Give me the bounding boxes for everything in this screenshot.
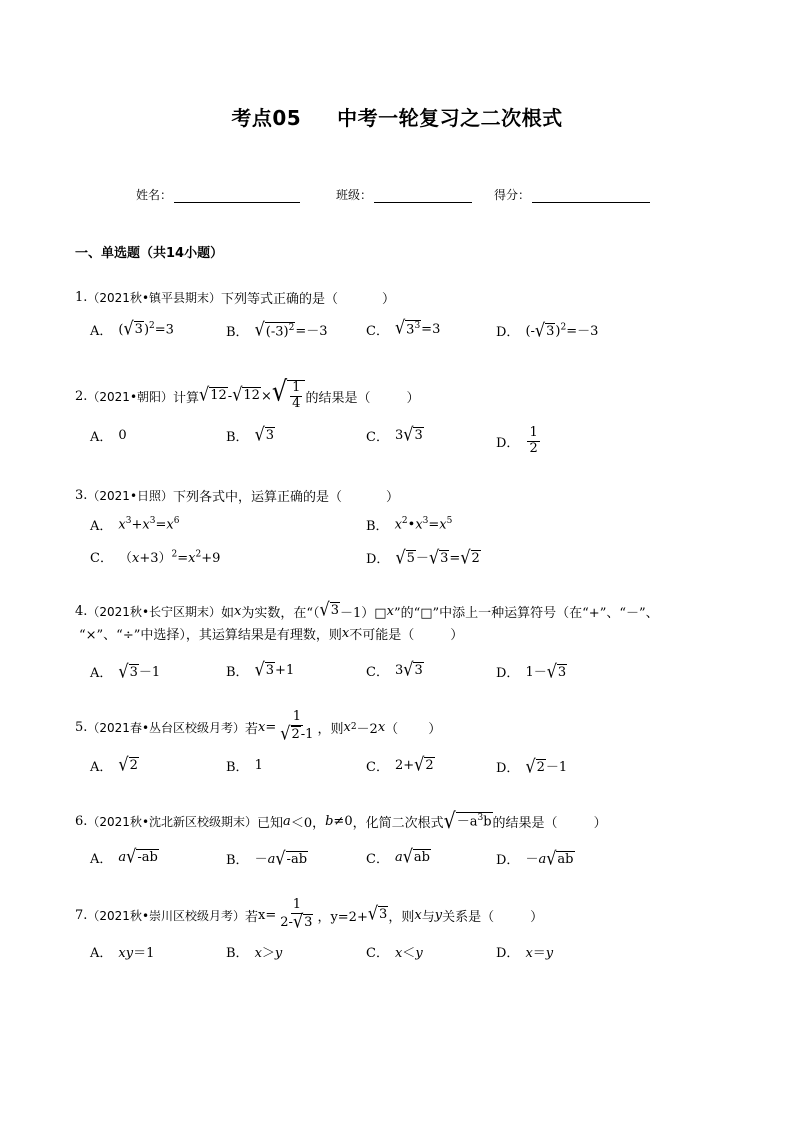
question-1: 1. （2021秋•镇平县期末） 下列等式正确的是（ ）: [75, 289, 396, 307]
question-source: （2021秋•沈北新区校级期末）: [87, 814, 258, 829]
option-a[interactable]: A． √ 3 －1: [90, 660, 161, 683]
option-d[interactable]: D． √ 2 －1: [496, 755, 568, 778]
option-d[interactable]: D． －a √ ab: [496, 847, 574, 870]
option-a[interactable]: A． a √ -ab: [90, 845, 158, 868]
option-c[interactable]: C． 2+ √ 2: [366, 753, 434, 776]
option-a[interactable]: A． ( √ 3 )$^2$=3: [90, 317, 174, 340]
question-source: （2021•朝阳）: [87, 389, 174, 404]
name-label: 姓名：: [136, 188, 173, 202]
question-6: 6. （2021秋•沈北新区校级期末） 已知 a ＜0， b ≠0 ，化简二次根式 √ $-a^3b$ 的结果是（ ）: [75, 807, 607, 834]
question-4: 4. （2021秋•长宁区期末） 如 x 为实数，在“（ √ 3 －1）□ x ”的“□”中添上一种运算符号（在“+”、“－”、 “×”、“÷”中选择），其运算结果是有理数，则 x 不可能是（ ）: [75, 598, 659, 643]
option-c[interactable]: C． a √ ab: [366, 845, 430, 868]
option-b[interactable]: B． √ $(-3)^2$ =－3: [226, 318, 328, 341]
option-c[interactable]: C． √ $3^3$ =3: [366, 316, 441, 339]
question-3: 3. （2021•日照） 下列各式中，运算正确的是（ ）: [75, 487, 400, 505]
option-b[interactable]: B． x＞y: [226, 946, 283, 961]
option-c[interactable]: C． 3 √ 3: [366, 423, 423, 446]
question-2: 2. （2021•朝阳） 计算 √ 12 - √ 12 × √ $\frac{1}{4}$ 的结果是（ ）: [75, 375, 420, 411]
option-a[interactable]: A． xy＝1: [90, 946, 155, 961]
option-d[interactable]: D． √ 5 － √ 3 = √ 2: [366, 546, 480, 569]
student-info: [136, 186, 650, 203]
option-c[interactable]: C． x＜y: [366, 946, 423, 961]
option-b[interactable]: B． 1: [226, 758, 263, 775]
option-a[interactable]: A． $x^3+x^3=x^6$: [90, 516, 180, 534]
question-5: 5. （2021春•丛台区校级月考） 若 x = 1 √ 2 -1 ，则 x 2 －2 x （ ）: [75, 709, 442, 745]
question-source: （2021秋•镇平县期末）: [87, 290, 222, 305]
option-b[interactable]: B． $x^2•x^3=x^5$: [366, 516, 453, 534]
option-c[interactable]: C． $(x+3)^2=x^2+9$: [90, 549, 221, 566]
question-source: （2021•日照）: [87, 488, 174, 503]
question-7: 7. （2021秋•崇川区校级月考） 若 x= 1 2- √ 3 ，y=2+ √ 3 ，则 x 与 y 关系是（ ）: [75, 897, 544, 933]
page-title: [0, 102, 794, 131]
option-b[interactable]: B． －a √ -ab: [226, 847, 308, 870]
option-b[interactable]: B． √ 3: [226, 423, 275, 446]
option-d[interactable]: D． 1－ √ 3: [496, 660, 567, 683]
question-source: （2021春•丛台区校级月考）: [87, 720, 246, 735]
score-label: 得分：: [494, 188, 531, 202]
question-source: （2021秋•崇川区校级月考）: [87, 908, 246, 923]
class-field[interactable]: [374, 189, 472, 203]
score-field[interactable]: [532, 189, 650, 203]
title-text: 中考一轮复习之二次根式: [337, 106, 563, 130]
question-source: （2021秋•长宁区期末）: [87, 604, 222, 619]
class-label: 班级：: [336, 188, 373, 202]
option-d[interactable]: D． (- √ 3 )$^2$=－3: [496, 319, 599, 342]
option-a[interactable]: A． 0: [90, 428, 127, 445]
name-field[interactable]: [174, 189, 300, 203]
option-c[interactable]: C． 3 √ 3: [366, 658, 423, 681]
section-heading: 一、单选题（共14小题）: [75, 246, 224, 261]
option-b[interactable]: B． √ 3 +1: [226, 658, 295, 681]
option-d[interactable]: D． x＝y: [496, 946, 554, 961]
option-a[interactable]: A． √ 2: [90, 753, 138, 776]
option-d[interactable]: D． $\frac{1}{2}$: [496, 425, 538, 456]
title-code: 考点05: [231, 106, 302, 130]
